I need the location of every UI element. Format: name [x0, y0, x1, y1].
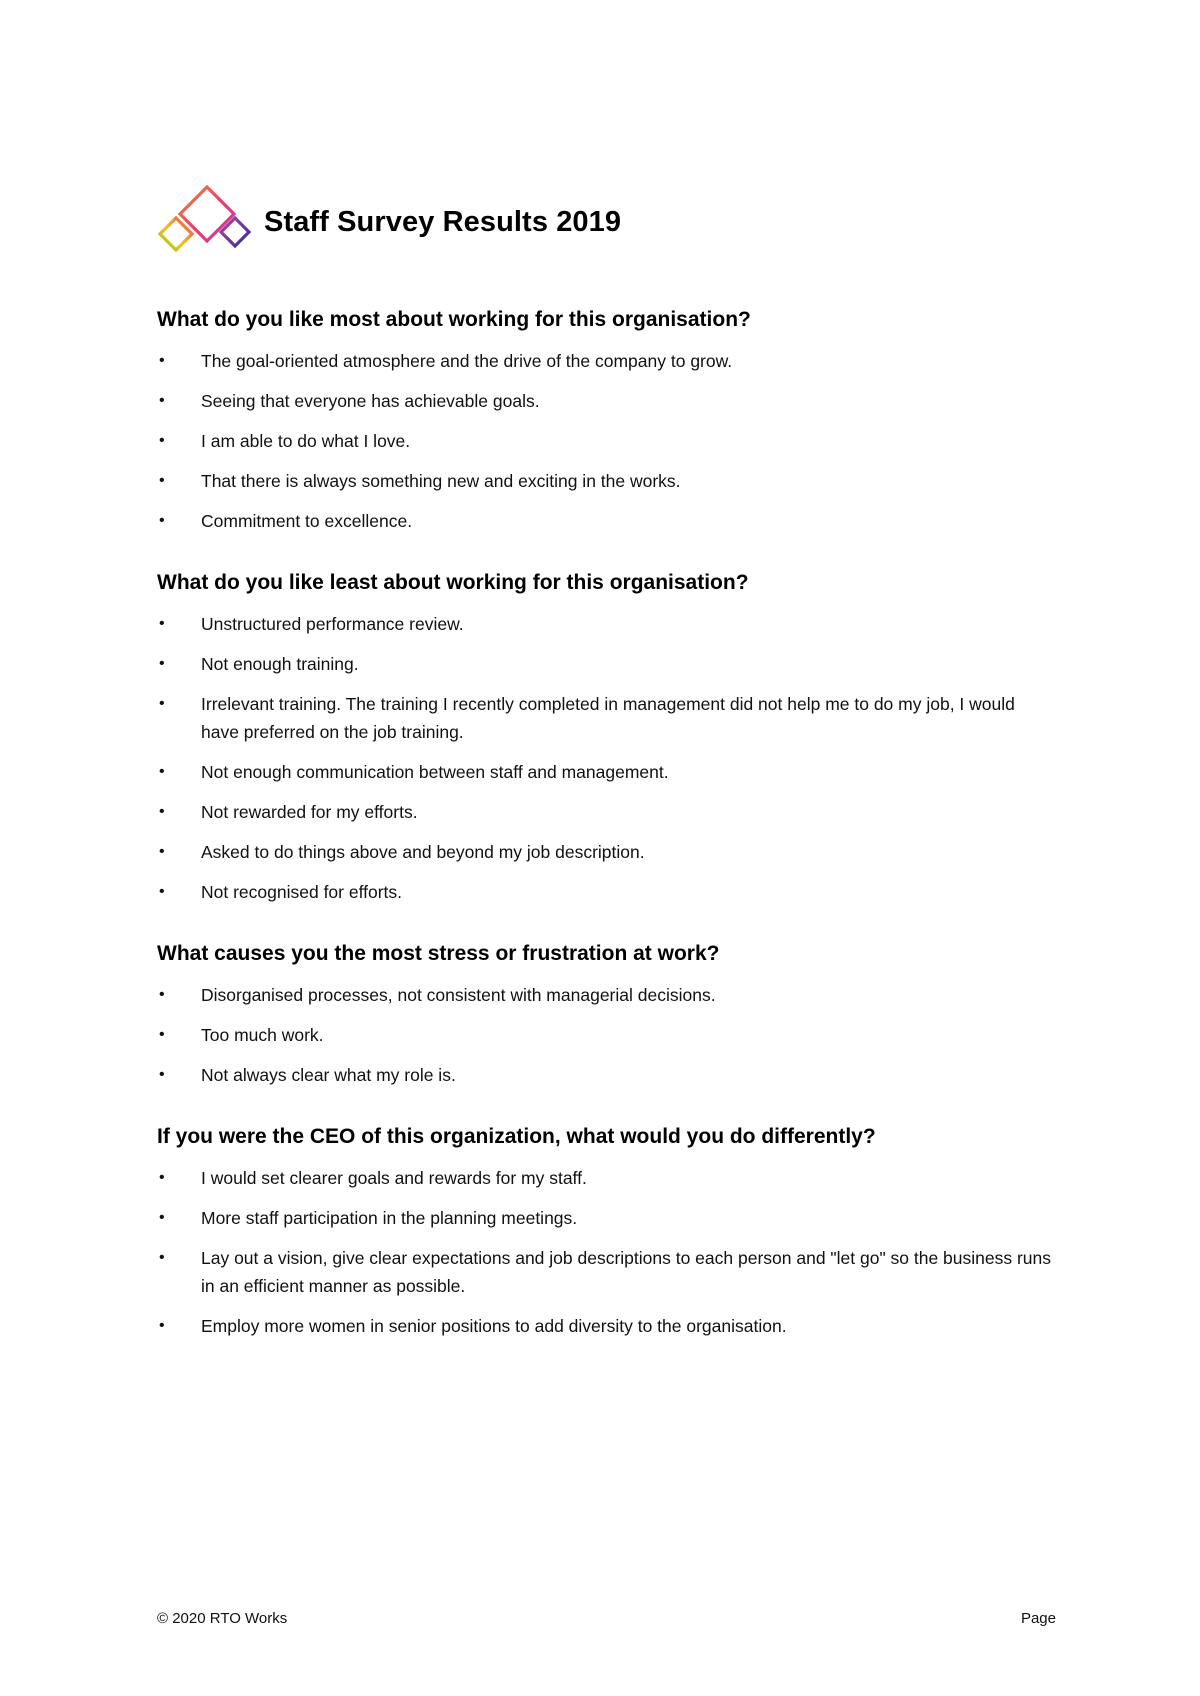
response-text: Not enough training.: [201, 654, 359, 674]
response-text: The goal-oriented atmosphere and the drive of the company to grow.: [201, 351, 733, 371]
response-text: Not rewarded for my efforts.: [201, 802, 418, 822]
response-text: Disorganised processes, not consistent with managerial decisions.: [201, 985, 716, 1005]
bullet-icon: •: [159, 615, 165, 632]
response-text: I am able to do what I love.: [201, 431, 411, 451]
section-heading: If you were the CEO of this organization, what would you do differently?: [157, 1125, 876, 1148]
response-item: [157, 467, 1057, 495]
survey-content: [157, 306, 1057, 1374]
response-item: [157, 1312, 1057, 1340]
survey-section: [157, 940, 1057, 1089]
response-text: Seeing that everyone has achievable goals.: [201, 391, 540, 411]
bullet-icon: •: [159, 1249, 165, 1266]
section-heading: What do you like least about working for this organisation?: [157, 571, 749, 594]
response-text: That there is always something new and exciting in the works.: [201, 471, 681, 491]
bullet-icon: •: [159, 392, 165, 409]
response-text: Lay out a vision, give clear expectations and job descriptions to each person and "let go" so the business runs in an efficient manner as possible.: [201, 1248, 1052, 1296]
response-text: Asked to do things above and beyond my job description.: [201, 842, 645, 862]
response-item: [157, 347, 1057, 375]
bullet-icon: •: [159, 655, 165, 672]
response-item: [157, 838, 1057, 866]
response-item: [157, 758, 1057, 786]
response-item: [157, 1061, 1057, 1089]
document-header: [156, 184, 621, 260]
survey-section: [157, 569, 1057, 906]
bullet-icon: •: [159, 843, 165, 860]
response-text: Employ more women in senior positions to add diversity to the organisation.: [201, 1316, 787, 1336]
response-item: [157, 981, 1057, 1009]
response-text: Not always clear what my role is.: [201, 1065, 456, 1085]
survey-section: [157, 1123, 1057, 1340]
section-heading: What do you like most about working for this organisation?: [157, 308, 751, 331]
response-item: [157, 1244, 1057, 1300]
response-list: [157, 610, 1057, 906]
response-item: [157, 878, 1057, 906]
bullet-icon: •: [159, 472, 165, 489]
bullet-icon: •: [159, 763, 165, 780]
page-footer: [157, 1610, 1056, 1627]
response-item: [157, 387, 1057, 415]
response-text: I would set clearer goals and rewards for my staff.: [201, 1168, 587, 1188]
response-list: [157, 1164, 1057, 1340]
bullet-icon: •: [159, 695, 165, 712]
response-text: Unstructured performance review.: [201, 614, 464, 634]
rto-works-logo-icon: [156, 184, 256, 260]
response-text: Not enough communication between staff and management.: [201, 762, 669, 782]
response-item: [157, 507, 1057, 535]
response-text: More staff participation in the planning meetings.: [201, 1208, 578, 1228]
response-text: Commitment to excellence.: [201, 511, 413, 531]
response-item: [157, 427, 1057, 455]
document-title: Staff Survey Results 2019: [264, 205, 622, 238]
response-text: Irrelevant training. The training I recently completed in management did not help me to do my job, I would have preferred on the job training.: [201, 694, 1015, 742]
bullet-icon: •: [159, 1026, 165, 1043]
response-item: [157, 1021, 1057, 1049]
response-text: Too much work.: [201, 1025, 324, 1045]
bullet-icon: •: [159, 1169, 165, 1186]
bullet-icon: •: [159, 512, 165, 529]
bullet-icon: •: [159, 883, 165, 900]
response-list: [157, 981, 1057, 1089]
response-item: [157, 690, 1057, 746]
response-text: Not recognised for efforts.: [201, 882, 403, 902]
response-list: [157, 347, 1057, 535]
bullet-icon: •: [159, 986, 165, 1003]
response-item: [157, 610, 1057, 638]
bullet-icon: •: [159, 432, 165, 449]
footer-page-label: Page: [1020, 1610, 1056, 1627]
bullet-icon: •: [159, 1066, 165, 1083]
response-item: [157, 1204, 1057, 1232]
response-item: [157, 798, 1057, 826]
bullet-icon: •: [159, 1317, 165, 1334]
response-item: [157, 1164, 1057, 1192]
survey-section: [157, 306, 1057, 535]
footer-copyright: © 2020 RTO Works: [157, 1610, 288, 1627]
section-heading: What causes you the most stress or frustration at work?: [157, 942, 720, 965]
response-item: [157, 650, 1057, 678]
bullet-icon: •: [159, 352, 165, 369]
bullet-icon: •: [159, 1209, 165, 1226]
bullet-icon: •: [159, 803, 165, 820]
